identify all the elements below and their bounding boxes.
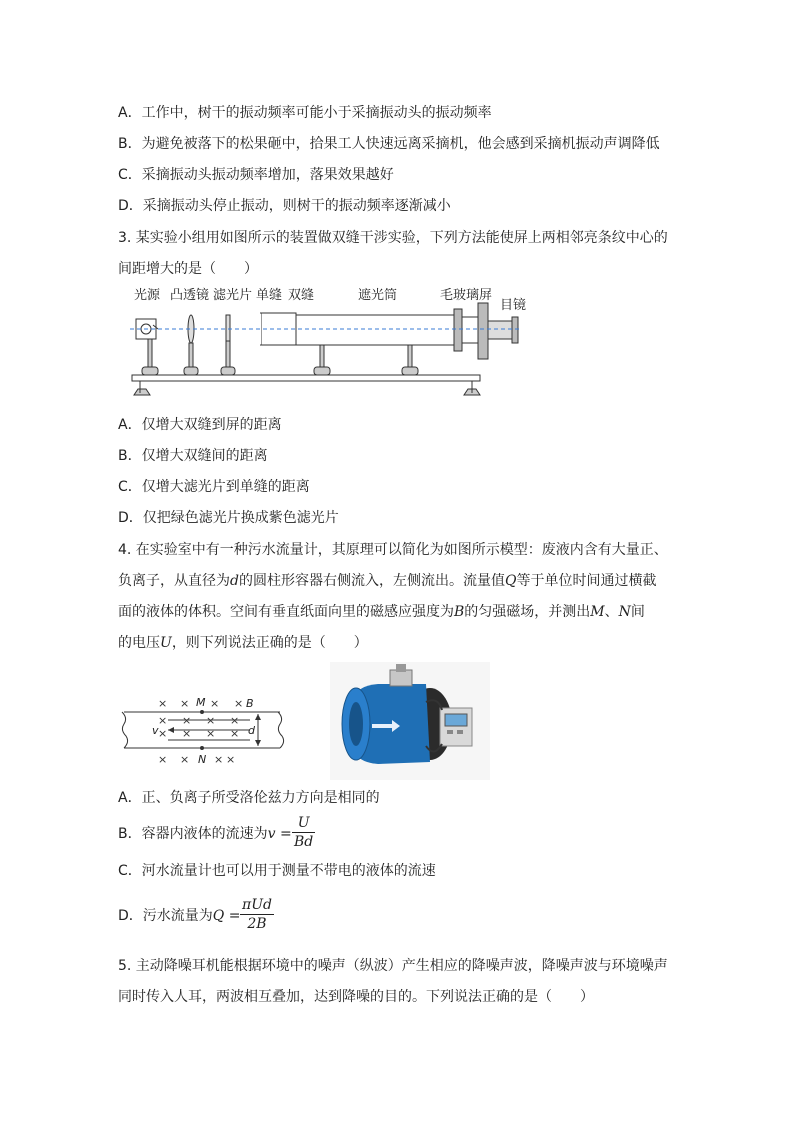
q4-text: 面的液体的体积。空间有垂直纸面向里的磁感应强度为 — [118, 604, 454, 620]
var-d: d — [230, 573, 239, 589]
var-q: Q — [504, 573, 517, 589]
double-slit-apparatus-figure — [120, 283, 540, 408]
q4-text: 的匀强磁场，并测出 — [464, 604, 591, 620]
svg-text:×: × — [158, 697, 168, 710]
q4-text: 的电压 — [118, 635, 160, 651]
q4-option-c: C．河水流量计也可以用于测量不带电的液体的流速 — [118, 863, 436, 879]
label-v: v — [152, 724, 159, 737]
q4-option-b — [118, 824, 292, 844]
svg-text:×: × — [234, 697, 244, 710]
q3-option-b: B．仅增大双缝间的距离 — [118, 448, 268, 464]
velocity-fraction — [292, 814, 315, 851]
label-double-slit: 双缝 — [288, 288, 315, 303]
velocity-denominator: Bd — [294, 834, 314, 850]
velocity-lhs: v = — [267, 826, 292, 842]
q3-option-a: A．仅增大双缝到屏的距离 — [118, 417, 282, 433]
q4-text: 负离子，从直径为 — [118, 573, 230, 589]
var-m: M — [590, 604, 605, 620]
svg-text:×: × — [180, 697, 190, 710]
q4-option-d-text: D．污水流量为 — [118, 908, 213, 924]
q4-stem-line3 — [118, 602, 645, 622]
label-b: B — [246, 697, 254, 710]
svg-text:×: × — [206, 727, 216, 740]
q4-text: 等于单位时间通过横截 — [516, 573, 657, 589]
svg-text:×: × — [230, 727, 240, 740]
label-n: N — [198, 753, 207, 766]
q4-option-a: A．正、负离子所受洛伦兹力方向是相同的 — [118, 790, 380, 806]
q4-option-b-text: B．容器内液体的流速为 — [118, 826, 268, 842]
label-d: d — [248, 724, 255, 737]
q4-text: 的圆柱形容器右侧流入，左侧流出。流量值 — [238, 573, 505, 589]
label-single-slit: 单缝 — [256, 288, 283, 303]
svg-text:×: × — [230, 714, 240, 727]
var-u: U — [160, 635, 172, 651]
svg-text:×: × — [214, 753, 224, 766]
q4-stem-line2 — [118, 571, 656, 591]
q4-option-d — [118, 906, 240, 926]
q2-option-c: C．采摘振动头振动频率增加，落果效果越好 — [118, 167, 394, 183]
label-m: M — [196, 696, 206, 709]
label-convex-lens: 凸透镜 — [170, 288, 210, 303]
flow-denominator: 2B — [247, 916, 267, 932]
q4-stem-line4 — [118, 633, 368, 653]
q2-option-d: D．采摘振动头停止振动，则树干的振动频率逐渐减小 — [118, 198, 451, 214]
svg-text:×: × — [226, 753, 236, 766]
svg-text:×: × — [210, 697, 220, 710]
flow-fraction — [240, 896, 274, 933]
svg-text:×: × — [180, 753, 190, 766]
flowmeter-model-figure — [118, 692, 298, 768]
svg-text:×: × — [158, 714, 168, 727]
q5-stem-line1: 5. 主动降噪耳机能根据环境中的噪声（纵波）产生相应的降噪声波，降噪声波与环境噪声 — [118, 958, 668, 974]
q5-stem-line2: 同时传入人耳，两波相互叠加，达到降噪的目的。下列说法正确的是（ ） — [118, 989, 594, 1005]
flow-numerator: πUd — [242, 897, 272, 913]
q4-text: 、 — [604, 604, 619, 620]
q4-text: ，则下列说法正确的是（ ） — [171, 635, 368, 651]
svg-text:×: × — [182, 727, 192, 740]
q2-option-b: B．为避免被落下的松果砸中，拾果工人快速远离采摘机，他会感到采摘机振动声调降低 — [118, 136, 660, 152]
svg-text:×: × — [182, 714, 192, 727]
electromagnetic-flowmeter-illustration — [330, 662, 490, 780]
label-ground-glass-screen: 毛玻璃屏 — [440, 288, 493, 303]
q4-stem-line1: 4. 在实验室中有一种污水流量计，其原理可以简化为如图所示模型：废液内含有大量正、 — [118, 542, 668, 558]
label-light-tube: 遮光筒 — [358, 288, 398, 303]
var-b: B — [454, 604, 465, 620]
q2-option-a: A．工作中，树干的振动频率可能小于采摘振动头的振动频率 — [118, 105, 492, 121]
velocity-numerator: U — [292, 814, 315, 833]
label-light-source: 光源 — [134, 288, 161, 303]
q4-text: 间 — [630, 604, 645, 620]
q3-stem-line1: 3. 某实验小组用如图所示的装置做双缝干涉实验，下列方法能使屏上两相邻亮条纹中心的 — [118, 230, 668, 246]
label-eyepiece: 目镜 — [500, 298, 527, 313]
q3-stem-line2: 间距增大的是（ ） — [118, 261, 258, 277]
q3-option-c: C．仅增大滤光片到单缝的距离 — [118, 479, 310, 495]
label-filter: 滤光片 — [213, 288, 253, 303]
svg-text:×: × — [206, 714, 216, 727]
q3-option-d: D．仅把绿色滤光片换成紫色滤光片 — [118, 510, 339, 526]
var-n: N — [618, 604, 631, 620]
svg-text:×: × — [158, 753, 168, 766]
flow-lhs: Q = — [212, 908, 241, 924]
svg-text:×: × — [158, 727, 168, 740]
